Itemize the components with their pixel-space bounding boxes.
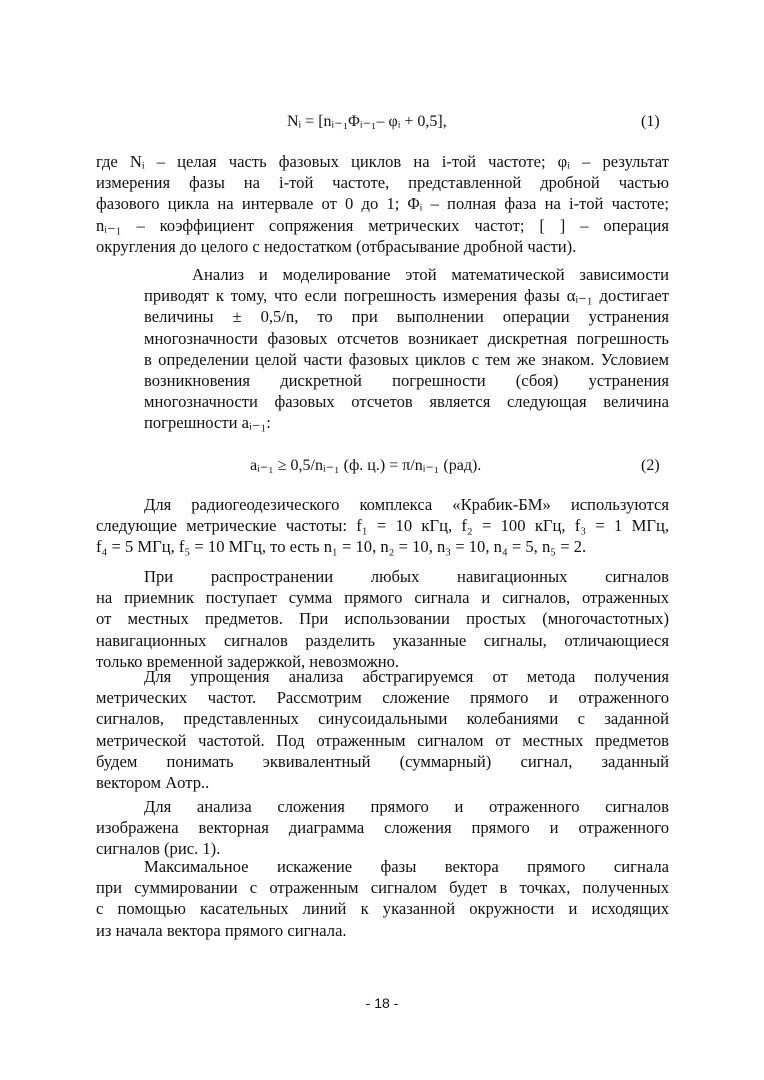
formula-1: Nᵢ = [nᵢ₋₁Φᵢ₋₁– φᵢ + 0,5],: [287, 113, 447, 130]
text-line: При распространении любых навигационных сигналов: [144, 567, 669, 586]
text-line: фазового цикла на интервале от 0 до 1; Φᵢ – полная фаза на i-той частоте;: [96, 194, 669, 214]
paragraph-analysis: [96, 264, 669, 434]
paragraph-frequencies: [96, 494, 669, 558]
text-line: nᵢ₋₁ – коэффициент сопряжения метрических частот; [ ] – операция: [96, 215, 669, 235]
text-line: Анализ и моделирование этой математической зависимости: [192, 265, 669, 284]
text-line: сигналов (рис. 1).: [96, 839, 221, 859]
text-line: Для анализа сложения прямого и отраженного сигналов: [144, 797, 669, 816]
text-line: Для упрощения анализа абстрагируемся от метода получения: [144, 667, 669, 686]
text-line: следующие метрические частоты: f₁ = 10 кГц, f₂ = 100 кГц, f₃ = 1 МГц,: [96, 516, 669, 536]
text-line: в определении целой части фазовых циклов с тем же знаком. Условием: [144, 349, 669, 369]
text-line: измерения фазы на i-той частоте, представленной дробной частью: [96, 173, 669, 193]
text-line: приводят к тому, что если погрешность измерения фазы αᵢ₋₁ достигает: [144, 286, 669, 306]
text-line: с помощью касательных линий к указанной окружности и исходящих: [96, 899, 669, 919]
formula-1-number: (1): [641, 113, 660, 130]
page-number: - 18 -: [365, 995, 399, 1011]
text-line: многозначности фазовых отсчетов возникает дискретная погрешность: [144, 328, 669, 348]
text-line: Для радиогеодезического комплекса «Крабик-БМ» используются: [144, 495, 669, 514]
text-line: величины ± 0,5/n, то при выполнении операции устранения: [144, 307, 669, 327]
text-line: Максимальное искажение фазы вектора прямого сигнала: [144, 857, 669, 876]
text-line: многозначности фазовых отсчетов является следующая величина: [144, 392, 669, 412]
text-line: f₄ = 5 МГц, f₅ = 10 МГц, то есть n₁ = 10, n₂ = 10, n₃ = 10, n₄ = 5, n₅ = 2.: [96, 537, 587, 557]
formula-2: aᵢ₋₁ ≥ 0,5/nᵢ₋₁ (ф. ц.) = π/nᵢ₋₁ (рад).: [250, 457, 482, 474]
paragraph-distortion: [96, 856, 669, 941]
formula-2-number: (2): [641, 457, 660, 474]
paragraph-definitions: [96, 151, 669, 257]
text-line: метрических частот. Рассмотрим сложение прямого и отраженного: [96, 688, 669, 708]
text-line: возникновения дискретной погрешности (сбоя) устранения: [144, 371, 669, 391]
text-line: только временной задержкой, невозможно.: [96, 651, 400, 671]
text-line: будем понимать эквивалентный (суммарный) сигнал, заданный: [96, 751, 669, 771]
text-line: изображена векторная диаграмма сложения прямого и отраженного: [96, 818, 669, 838]
text-line: где Nᵢ – целая часть фазовых циклов на i-той частоте; φᵢ – результат: [96, 152, 669, 171]
text-line: из начала вектора прямого сигнала.: [96, 920, 347, 940]
text-line: при суммировании с отраженным сигналом будет в точках, полученных: [96, 878, 669, 898]
text-line: сигналов, представленных синусоидальными колебаниями с заданной: [96, 709, 669, 729]
text-line: от местных предметов. При использовании простых (многочастотных): [96, 609, 669, 629]
paragraph-propagation: [96, 566, 669, 672]
text-line: округления до целого с недостатком (отбрасывание дробной части).: [96, 236, 577, 256]
text-line: на приемник поступает сумма прямого сигнала и сигналов, отраженных: [96, 588, 669, 608]
text-line: метрической частотой. Под отраженным сигналом от местных предметов: [96, 730, 669, 750]
paragraph-simplification: [96, 666, 669, 793]
text-line: погрешности aᵢ₋₁:: [144, 413, 271, 433]
text-line: вектором Aотр..: [96, 773, 210, 793]
paragraph-diagram: [96, 796, 669, 860]
text-line: навигационных сигналов разделить указанные сигналы, отличающиеся: [96, 630, 669, 650]
